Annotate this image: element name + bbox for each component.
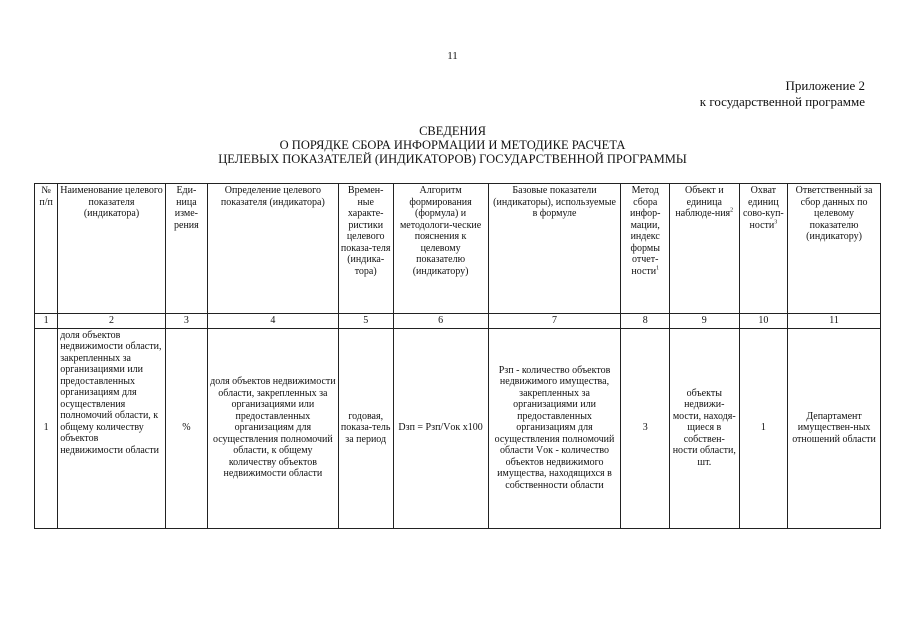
header-cell-coverage: Охват единиц сово-куп-ности$^3$	[739, 184, 788, 314]
column-number: 2	[58, 314, 166, 329]
footnote-mark-1: 1	[656, 265, 660, 272]
column-number: 7	[488, 314, 621, 329]
header-cell-base: Базовые показатели (индикаторы), используемые в формуле	[488, 184, 621, 314]
indicator-definition: доля объектов недвижимости области, закрепленных за организациями или предоставленных организациям для осуществления полномочий области, к общему количеству объектов недвижимости области	[207, 328, 338, 528]
column-number: 6	[393, 314, 488, 329]
header-cell-method: Метод сбора инфор-мации, индекс формы отчет-ности$^1$	[621, 184, 670, 314]
column-number: 4	[207, 314, 338, 329]
indicator-name: доля объектов недвижимости области, закрепленных за организациями или предоставленных организациям для осуществления полномочий области, к общему количеству объектов недвижимости области	[58, 328, 166, 528]
column-number: 11	[788, 314, 881, 329]
indicator-responsible: Департамент имуществен-ных отношений области	[788, 328, 881, 528]
header-cell-time: Времен-ные характе-ристики целевого показа-теля (индика-тора)	[338, 184, 393, 314]
header-cell-unit: Еди-ница изме-рения	[165, 184, 207, 314]
page-number: 11	[447, 50, 458, 62]
indicator-object: объекты недвижи-мости, находя-щиеся в собствен-ности области, шт.	[669, 328, 739, 528]
header-cell-object: Объект и единица наблюде-ния$^2$	[669, 184, 739, 314]
heading-line-2: О ПОРЯДКЕ СБОРА ИНФОРМАЦИИ И МЕТОДИКЕ РАСЧЕТА	[279, 138, 626, 152]
indicator-time: годовая, показа-тель за период	[338, 328, 393, 528]
appendix-title: Приложение 2	[785, 78, 865, 93]
column-number: 5	[338, 314, 393, 329]
footnote-mark-2: 2	[730, 207, 734, 214]
header-cell-num: № п/п	[35, 184, 58, 314]
indicators-table	[34, 183, 881, 529]
row-number: 1	[35, 328, 58, 528]
footnote-mark-3: 3	[774, 219, 778, 226]
column-number: 9	[669, 314, 739, 329]
header-cell-definition: Определение целевого показателя (индикатора)	[207, 184, 338, 314]
table-header-row	[35, 184, 881, 314]
heading-line-1: СВЕДЕНИЯ	[419, 124, 486, 138]
indicator-base: Рзп - количество объектов недвижимого имущества, закрепленных за организациями или предоставленных организациям для осуществления полномочий области Vок - количество объектов недвижимого имущества, находящихся в собственности области	[488, 328, 621, 528]
appendix-subtitle: к государственной программе	[699, 94, 865, 109]
indicator-method: 3	[621, 328, 670, 528]
header-cell-formula: Алгоритм формирования (формула) и методологи-ческие пояснения к целевому показателю (индикатору)	[393, 184, 488, 314]
column-number: 3	[165, 314, 207, 329]
table-row	[35, 328, 881, 528]
column-number: 1	[35, 314, 58, 329]
column-number: 10	[739, 314, 788, 329]
appendix-note	[700, 78, 865, 110]
column-number: 8	[621, 314, 670, 329]
heading-line-3: ЦЕЛЕВЫХ ПОКАЗАТЕЛЕЙ (ИНДИКАТОРОВ) ГОСУДАРСТВЕННОЙ ПРОГРАММЫ	[218, 152, 687, 166]
document-heading	[0, 124, 905, 166]
header-cell-name: Наименование целевого показателя (индикатора)	[58, 184, 166, 314]
column-number-row	[35, 314, 881, 329]
header-cell-responsible: Ответственный за сбор данных по целевому показателю (индикатору)	[788, 184, 881, 314]
indicator-formula: Dзп = Рзп/Vок х100	[393, 328, 488, 528]
indicator-coverage: 1	[739, 328, 788, 528]
indicator-unit: %	[165, 328, 207, 528]
